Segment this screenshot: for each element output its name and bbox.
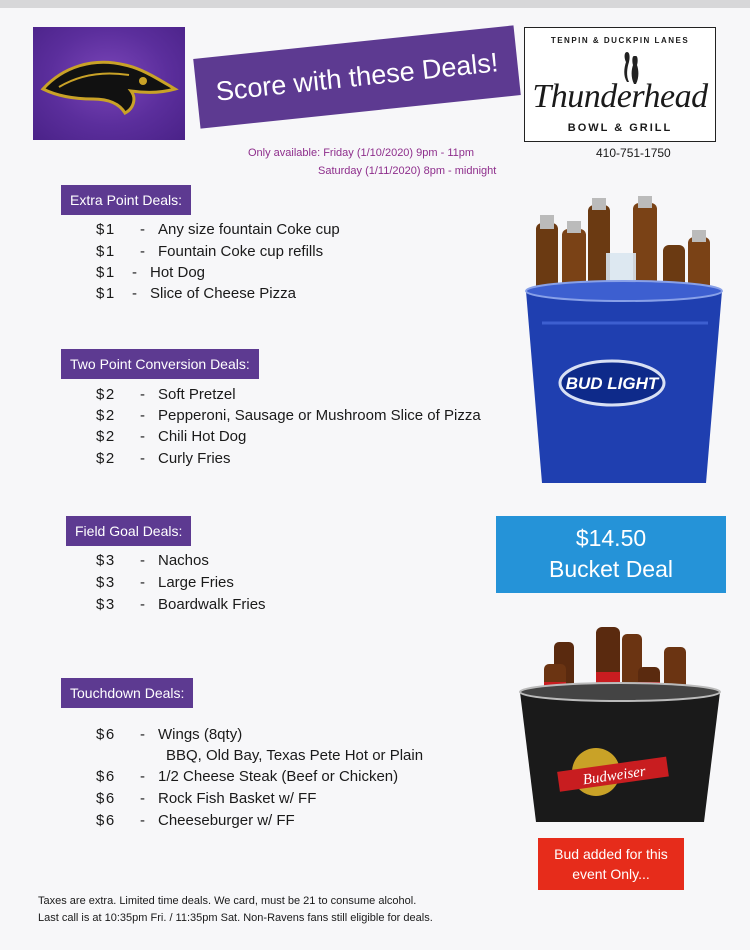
- deal-item: $3 - Boardwalk Fries: [96, 596, 266, 613]
- bucket-deal-price: $14.50: [575, 525, 647, 551]
- deal-desc: Slice of Cheese Pizza: [150, 285, 296, 302]
- bucket-deal-badge: [496, 516, 726, 593]
- deal-item: $2 - Curly Fries: [96, 450, 231, 467]
- deal-desc: Nachos: [158, 552, 209, 569]
- logo-name: Thunderhead: [532, 78, 708, 115]
- deal-desc: Curly Fries: [158, 450, 231, 467]
- deal-item: $2 - Chili Hot Dog: [96, 428, 247, 445]
- top-border: [0, 0, 750, 8]
- deal-price: $1: [96, 221, 116, 238]
- availability-saturday: Saturday (1/11/2020) 8pm - midnight: [318, 165, 497, 177]
- deal-price: $6: [96, 768, 116, 785]
- section-header-two-point: Two Point Conversion Deals:: [61, 349, 259, 379]
- deal-price: $2: [96, 407, 116, 424]
- bud-light-bucket-image: [518, 193, 730, 493]
- deal-desc: Hot Dog: [150, 264, 206, 281]
- deal-desc: BBQ, Old Bay, Texas Pete Hot or Plain: [166, 747, 424, 764]
- headline-banner: Score with these Deals!: [193, 25, 521, 128]
- deal-price: $6: [96, 790, 116, 807]
- deal-desc: Wings (8qty): [158, 726, 243, 743]
- bud-added-note: [538, 838, 684, 890]
- section-header-extra-point: Extra Point Deals:: [61, 185, 191, 215]
- deal-price: $2: [96, 386, 116, 403]
- footer-line-2: Last call is at 10:35pm Fri. / 11:35pm Sat. Non-Ravens fans still eligible for deals.: [38, 912, 433, 924]
- deal-item-subline: [166, 747, 423, 764]
- thunderhead-logo: [524, 27, 716, 142]
- deal-desc: Any size fountain Coke cup: [158, 221, 340, 238]
- logo-subtitle: BOWL & GRILL: [567, 122, 673, 134]
- ravens-logo: [33, 27, 185, 140]
- deal-item: $6 - Rock Fish Basket w/ FF: [96, 790, 317, 807]
- bud-note-line1: Bud added for this: [554, 846, 668, 862]
- availability-friday: Only available: Friday (1/10/2020) 9pm - 11pm: [248, 147, 475, 159]
- footer-line-1: Taxes are extra. Limited time deals. We card, must be 21 to consume alcohol.: [38, 895, 417, 907]
- deal-price: $3: [96, 552, 116, 569]
- deal-price: $3: [96, 574, 116, 591]
- deal-item: $6 - Cheeseburger w/ FF: [96, 812, 295, 829]
- deal-desc: Rock Fish Basket w/ FF: [158, 790, 317, 807]
- deal-price: $2: [96, 428, 116, 445]
- deal-desc: Boardwalk Fries: [158, 596, 266, 613]
- deal-item: $6 - Wings (8qty): [96, 726, 243, 743]
- deal-price: $1: [96, 285, 116, 302]
- deal-price: $3: [96, 596, 116, 613]
- deal-desc: Cheeseburger w/ FF: [158, 812, 295, 829]
- deal-price: $1: [96, 264, 116, 281]
- deal-item: $2 - Soft Pretzel: [96, 386, 236, 403]
- phone-number: 410-751-1750: [596, 146, 671, 160]
- deal-desc: Soft Pretzel: [158, 386, 236, 403]
- deal-item: $2 - Pepperoni, Sausage or Mushroom Slice of Pizza: [96, 407, 481, 424]
- deal-item: $3 - Large Fries: [96, 574, 234, 591]
- deal-item: $6 - 1/2 Cheese Steak (Beef or Chicken): [96, 768, 399, 785]
- section-header-field-goal: Field Goal Deals:: [66, 516, 191, 546]
- section-header-touchdown: Touchdown Deals:: [61, 678, 193, 708]
- deal-desc: Fountain Coke cup refills: [158, 243, 324, 260]
- deal-desc: Chili Hot Dog: [158, 428, 247, 445]
- deal-item: $1 - Hot Dog: [96, 264, 206, 281]
- bucket-deal-label: Bucket Deal: [548, 556, 673, 582]
- deal-item: $1 - Any size fountain Coke cup: [96, 221, 340, 238]
- logo-tagline: TENPIN & DUCKPIN LANES: [550, 36, 690, 45]
- budweiser-bucket-image: [514, 622, 726, 832]
- deal-price: $1: [96, 243, 116, 260]
- deal-desc: Large Fries: [158, 574, 234, 591]
- deal-price: $6: [96, 726, 116, 743]
- deal-desc: Pepperoni, Sausage or Mushroom Slice of Pizza: [158, 407, 481, 424]
- bud-light-label: BUD LIGHT: [565, 374, 659, 393]
- deal-item: $3 - Nachos: [96, 552, 209, 569]
- deal-price: $2: [96, 450, 116, 467]
- bud-note-line2: event Only...: [572, 866, 650, 882]
- deal-item: $1 - Fountain Coke cup refills: [96, 243, 324, 260]
- deal-item: $1 - Slice of Cheese Pizza: [96, 285, 296, 302]
- deal-price: $6: [96, 812, 116, 829]
- budweiser-label: Budweiser: [581, 763, 647, 789]
- deal-desc: 1/2 Cheese Steak (Beef or Chicken): [158, 768, 399, 785]
